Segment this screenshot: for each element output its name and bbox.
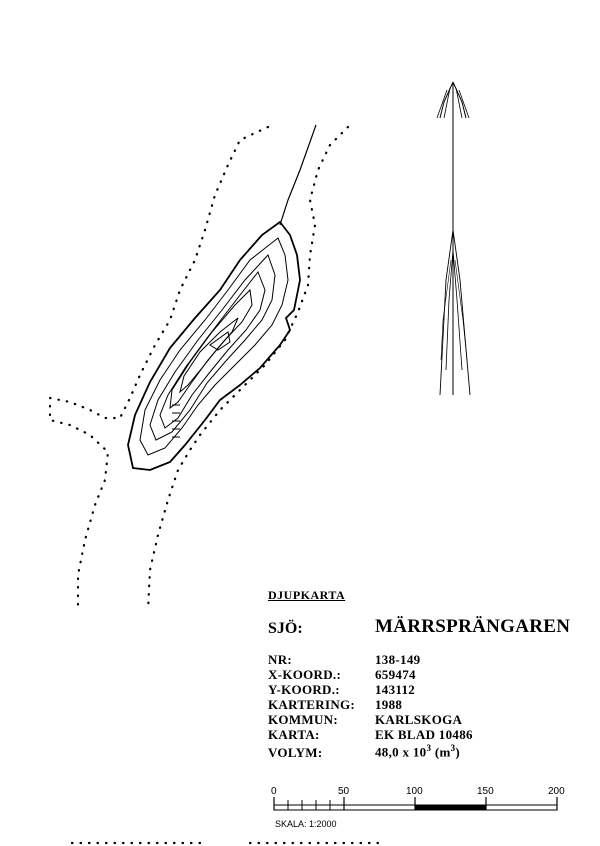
inlet-stream <box>280 125 316 225</box>
map-title: DJUPKARTA <box>268 588 346 602</box>
field-value-kartering: 1988 <box>375 697 403 712</box>
north-arrow-icon <box>437 82 470 395</box>
volume-unit: (m <box>431 744 451 760</box>
volume-exponent: 3 <box>426 743 432 753</box>
field-label-x-koord: X-KOORD.: <box>268 667 342 682</box>
scale-tick-0: 0 <box>271 786 277 797</box>
field-value-y-koord: 143112 <box>375 682 416 697</box>
scale-bar <box>274 797 557 810</box>
field-label-y-koord: Y-KOORD.: <box>268 682 340 697</box>
field-label-kommun: KOMMUN: <box>268 712 338 727</box>
field-value-x-koord: 659474 <box>375 667 416 682</box>
field-value-nr: 138-149 <box>375 652 421 667</box>
dotted-boundary-lines <box>50 127 380 843</box>
contour-1 <box>140 238 288 455</box>
scale-label: SKALA: 1:2000 <box>275 819 337 829</box>
contour-2 <box>150 255 275 440</box>
volume-number: 48,0 x 10 <box>375 744 427 760</box>
field-label-kartering: KARTERING: <box>268 697 356 712</box>
volume-value <box>375 743 460 760</box>
contour-6 <box>210 332 230 350</box>
field-label-nr: NR: <box>268 652 293 667</box>
scale-tick-150: 150 <box>477 786 494 797</box>
scale-tick-200: 200 <box>548 786 565 797</box>
volume-unit-exponent: 3 <box>450 743 456 753</box>
field-label-karta: KARTA: <box>268 727 320 742</box>
volume-unit-close: ) <box>455 744 461 760</box>
lake-label: SJÖ: <box>268 620 303 637</box>
field-value-karta: EK BLAD 10486 <box>375 727 473 742</box>
field-value-kommun: KARLSKOGA <box>375 712 463 727</box>
volume-label: VOLYM: <box>268 745 323 760</box>
scale-tick-50: 50 <box>338 786 350 797</box>
lake-name: MÄRRSPRÄNGAREN <box>375 616 571 637</box>
scale-tick-100: 100 <box>406 786 423 797</box>
